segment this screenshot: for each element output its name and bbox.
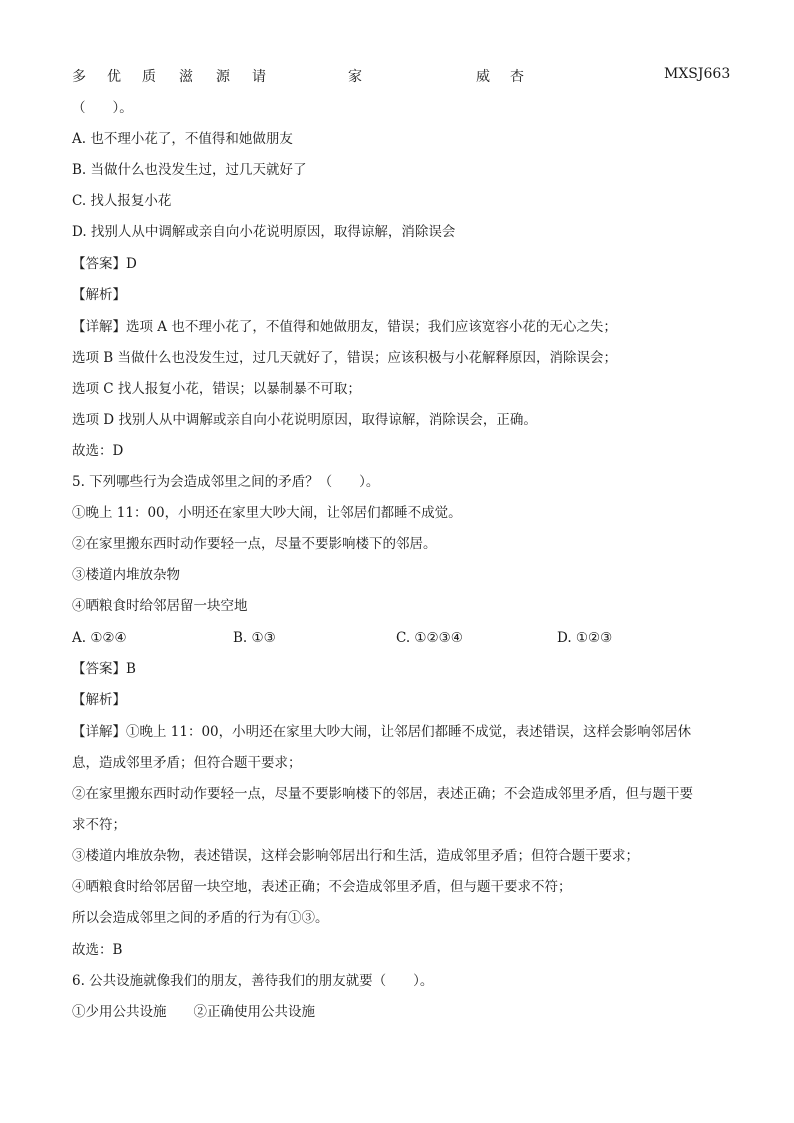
q5-item: ②在家里搬东西时动作要轻一点，尽量不要影响楼下的邻居。 xyxy=(72,536,437,552)
q4-analysis-label: 【解析】 xyxy=(72,287,126,303)
q5-item: ④晒粮食时给邻居留一块空地 xyxy=(72,598,248,614)
header-code: MXSJ663 xyxy=(664,66,731,82)
q4-detail-line: 选项 B 当做什么也没发生过，过几天就好了，错误；应该积极与小花解释原因，消除误会； xyxy=(72,350,618,366)
q4-detail-line: 选项 C 找人报复小花，错误；以暴制暴不可取； xyxy=(72,381,361,397)
q5-choice: 故选：B xyxy=(72,942,123,958)
q6-stem: 6. 公共设施就像我们的朋友，善待我们的朋友就要（ ）。 xyxy=(72,973,434,989)
q4-detail-line: 【详解】选项 A 也不理小花了，不值得和她做朋友，错误；我们应该宽容小花的无心之失； xyxy=(72,319,617,335)
header-char: 源 xyxy=(216,69,230,85)
q4-option-a: A. 也不理小花了，不值得和她做朋友 xyxy=(72,131,293,147)
q4-option-d: D. 找别人从中调解或亲自向小花说明原因，取得谅解，消除误会 xyxy=(72,224,456,240)
header-char: 家 xyxy=(348,69,362,85)
q5-item: ①晚上 11：00，小明还在家里大吵大闹，让邻居们都睡不成觉。 xyxy=(72,505,462,521)
q5-detail-line: 【详解】①晚上 11：00，小明还在家里大吵大闹，让邻居们都睡不成觉，表述错误，这样会影响邻居休 xyxy=(72,724,692,740)
q6-items: ①少用公共设施 ②正确使用公共设施 xyxy=(72,1004,315,1020)
q5-stem: 5. 下列哪些行为会造成邻里之间的矛盾？（ ）。 xyxy=(72,474,380,490)
q4-option-c: C. 找人报复小花 xyxy=(72,193,172,209)
header-char: 优 xyxy=(107,69,121,85)
q5-detail-line: 求不符； xyxy=(72,817,126,833)
q5-option-d: D. ①②③ xyxy=(557,630,613,646)
header-char: 威 xyxy=(476,69,490,85)
header-char: 多 xyxy=(72,69,86,85)
q4-detail-line: 选项 D 找别人从中调解或亲自向小花说明原因，取得谅解，消除误会，正确。 xyxy=(72,412,537,428)
q5-detail-line: ②在家里搬东西时动作要轻一点，尽量不要影响楼下的邻居，表述正确；不会造成邻里矛盾，但与题干要 xyxy=(72,786,693,802)
q4-stem-tail: （ ）。 xyxy=(72,100,133,116)
q4-option-b: B. 当做什么也没发生过，过几天就好了 xyxy=(72,162,307,178)
q5-option-c: C. ①②③④ xyxy=(396,630,463,646)
q5-option-a: A. ①②④ xyxy=(72,630,127,646)
q5-detail-line: ③楼道内堆放杂物，表述错误，这样会影响邻居出行和生活，造成邻里矛盾；但符合题干要求； xyxy=(72,848,639,864)
q5-item: ③楼道内堆放杂物 xyxy=(72,567,180,583)
q5-detail-line: ④晒粮食时给邻居留一块空地，表述正确；不会造成邻里矛盾，但与题干要求不符； xyxy=(72,879,572,895)
header-char: 杏 xyxy=(510,69,524,85)
q5-option-b: B. ①③ xyxy=(233,630,276,646)
q5-analysis-label: 【解析】 xyxy=(72,692,126,708)
header-char: 滋 xyxy=(179,69,193,85)
header-char: 请 xyxy=(252,69,266,85)
page-header xyxy=(72,66,731,86)
q5-answer: 【答案】B xyxy=(72,661,136,677)
q4-choice: 故选：D xyxy=(72,443,124,459)
header-char: 质 xyxy=(142,69,156,85)
q4-answer: 【答案】D xyxy=(72,256,137,272)
q5-detail-line: 息，造成邻里矛盾；但符合题干要求； xyxy=(72,755,302,771)
q5-detail-line: 所以会造成邻里之间的矛盾的行为有①③。 xyxy=(72,910,329,926)
